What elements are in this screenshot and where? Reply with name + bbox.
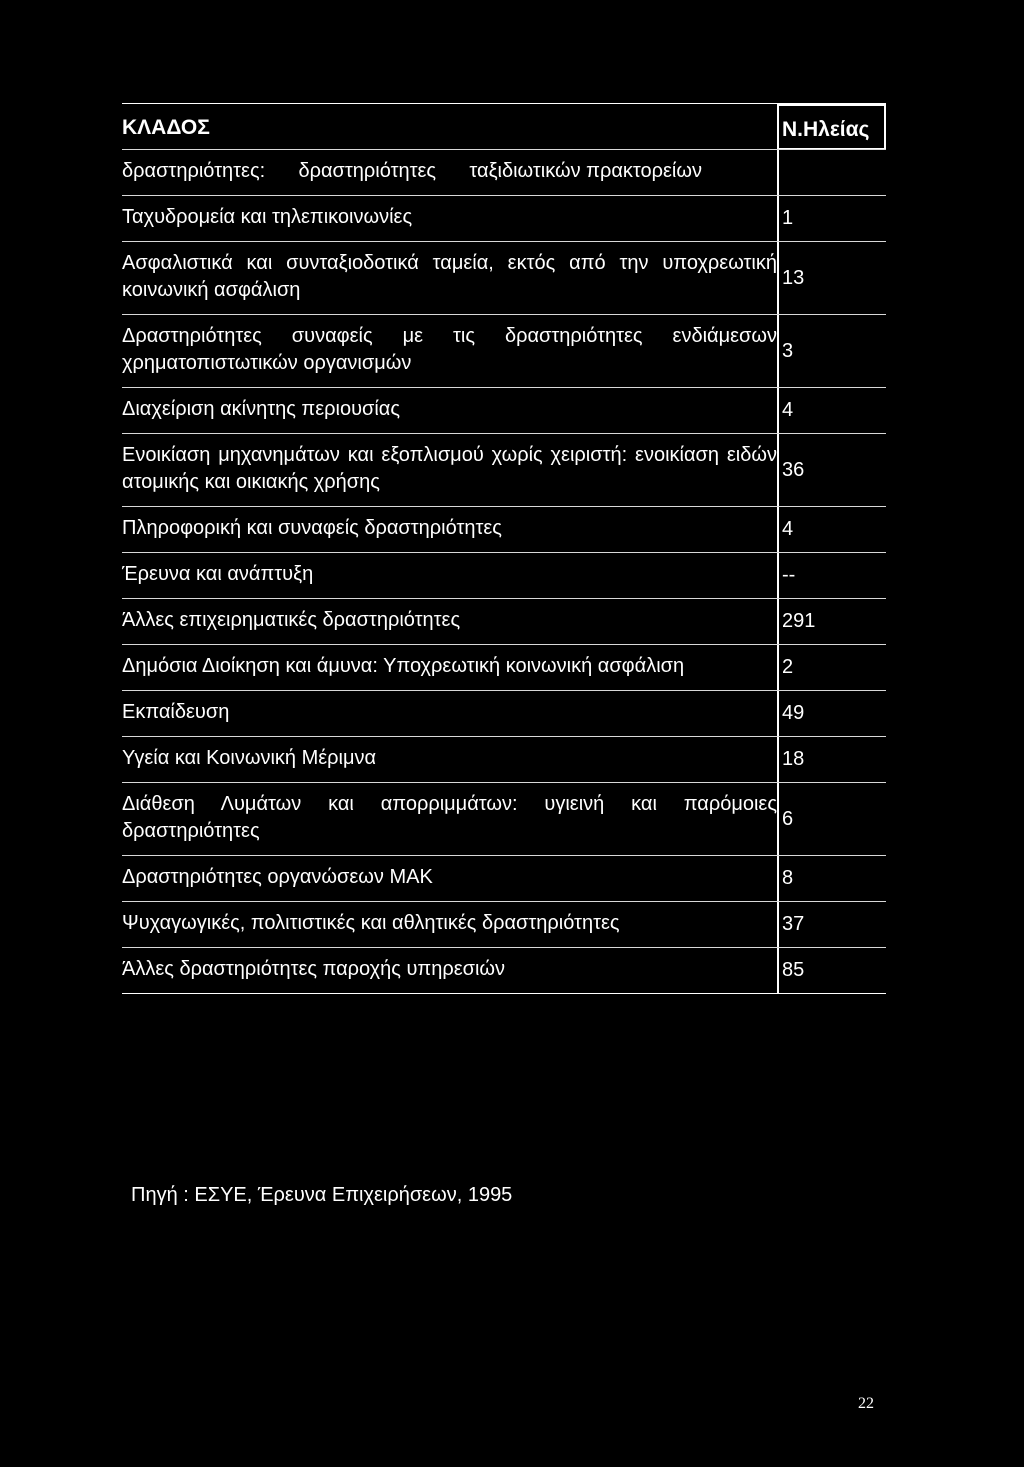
- row-value: 291: [777, 599, 886, 644]
- table-row: [122, 150, 886, 196]
- row-value: 8: [777, 856, 886, 901]
- row-value: 3: [777, 315, 886, 387]
- statistics-table: [122, 103, 886, 994]
- table-row: [122, 196, 886, 242]
- row-label: Δημόσια Διοίκηση και άμυνα: Υποχρεωτική κοινωνική ασφάλιση: [122, 655, 685, 677]
- table-row: [122, 783, 886, 856]
- row-label: Διαχείριση ακίνητης περιουσίας: [122, 398, 400, 420]
- row-value: 49: [777, 691, 886, 736]
- table-row: [122, 856, 886, 902]
- table-row: [122, 645, 886, 691]
- row-value: 37: [777, 902, 886, 947]
- table-header: [122, 104, 886, 150]
- row-value: 85: [777, 948, 886, 993]
- header-column-label: Ν.Ηλείας: [777, 104, 886, 149]
- row-label: Πληροφορική και συναφείς δραστηριότητες: [122, 517, 502, 539]
- row-value: 1: [777, 196, 886, 241]
- row-label: Ενοικίαση μηχανημάτων και εξοπλισμού χωρίς χειριστή: ενοικίαση ειδών ατομικής και οικιακής χρήσης: [122, 444, 777, 493]
- table-row: [122, 691, 886, 737]
- table-row: [122, 737, 886, 783]
- row-label: Άλλες δραστηριότητες παροχής υπηρεσιών: [122, 958, 506, 980]
- table-row: [122, 599, 886, 645]
- row-label: Δραστηριότητες συναφείς με τις δραστηριότητες ενδιάμεσων χρηματοπιστωτικών οργανισμών: [122, 325, 777, 374]
- row-value: 4: [777, 388, 886, 433]
- row-value: 4: [777, 507, 886, 552]
- table-row: [122, 902, 886, 948]
- row-label: Ψυχαγωγικές, πολιτιστικές και αθλητικές δραστηριότητες: [122, 912, 620, 934]
- row-value: 36: [777, 434, 886, 506]
- source-note: Πηγή : ΕΣΥΕ, Έρευνα Επιχειρήσεων, 1995: [131, 1184, 513, 1206]
- table-row: [122, 242, 886, 315]
- row-value: 6: [777, 783, 886, 855]
- table-row: [122, 948, 886, 994]
- table-row: [122, 388, 886, 434]
- row-value: 18: [777, 737, 886, 782]
- row-label: Άλλες επιχειρηματικές δραστηριότητες: [122, 609, 461, 631]
- row-label: Ταχυδρομεία και τηλεπικοινωνίες: [122, 206, 413, 228]
- table-row: [122, 553, 886, 599]
- table-row: [122, 315, 886, 388]
- row-label: Υγεία και Κοινωνική Μέριμνα: [122, 747, 377, 769]
- row-label: δραστηριότητες: δραστηριότητες ταξιδιωτικών πρακτορείων: [122, 160, 702, 182]
- row-label: Δραστηριότητες οργανώσεων ΜΑΚ: [122, 866, 433, 888]
- row-label: Έρευνα και ανάπτυξη: [122, 563, 314, 585]
- table-row: [122, 434, 886, 507]
- row-label: Εκπαίδευση: [122, 701, 230, 723]
- row-value: 13: [777, 242, 886, 314]
- row-value: 2: [777, 645, 886, 690]
- table-row: [122, 507, 886, 553]
- header-sector-label: ΚΛΑΔΟΣ: [122, 116, 210, 139]
- row-label: Διάθεση Λυμάτων και απορριμμάτων: υγιεινή και παρόμοιες δραστηριότητες: [122, 793, 777, 842]
- row-value: [777, 150, 886, 195]
- page-number: 22: [858, 1395, 874, 1412]
- row-label: Ασφαλιστικά και συνταξιοδοτικά ταμεία, εκτός από την υποχρεωτική κοινωνική ασφάλιση: [122, 252, 777, 301]
- row-value: --: [777, 553, 886, 598]
